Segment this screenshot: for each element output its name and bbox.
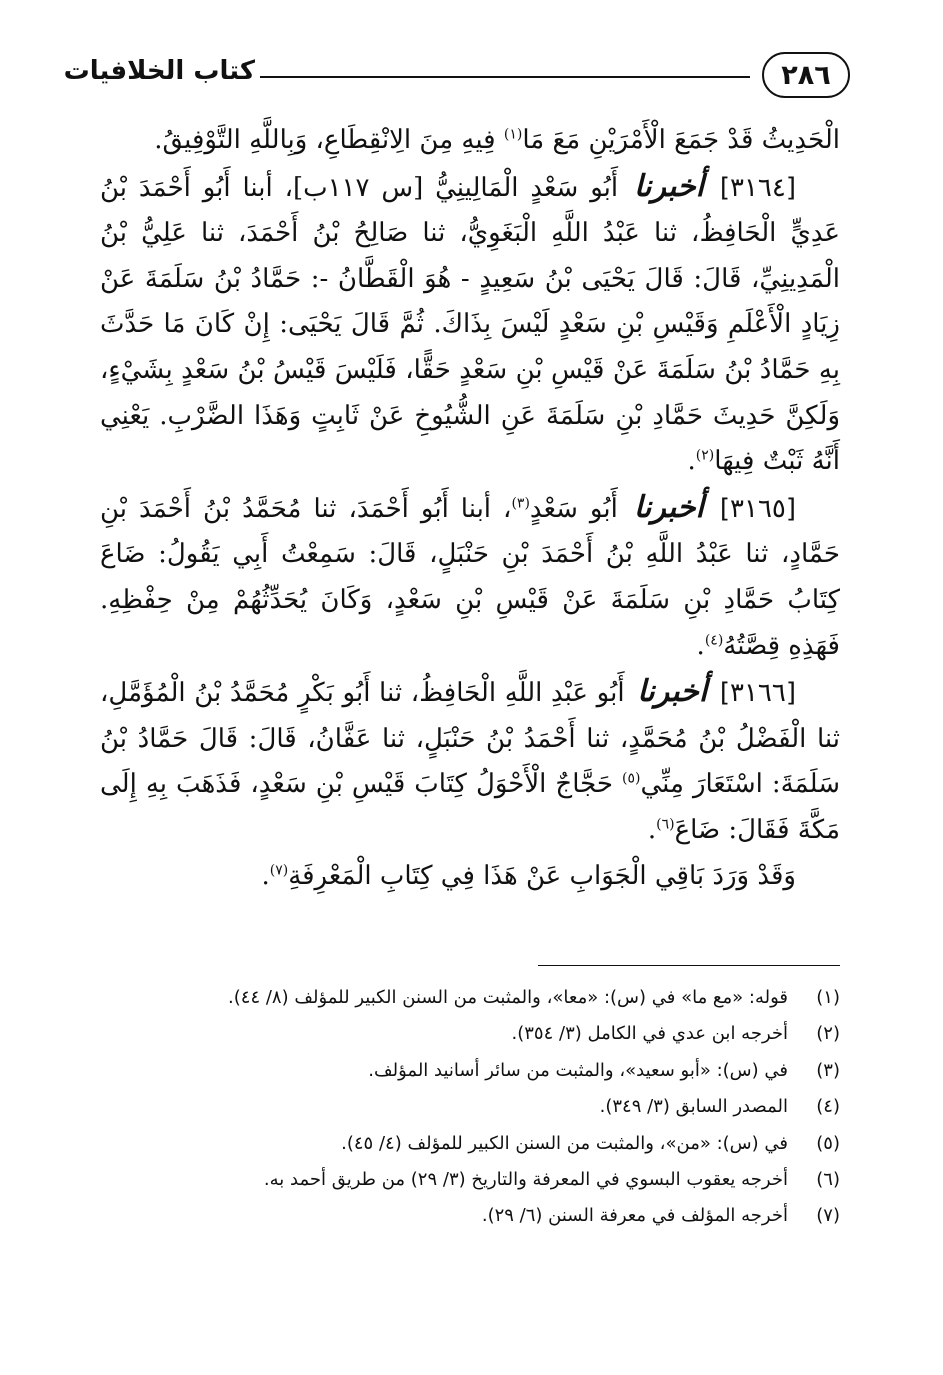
- paragraph-text: فِيهِ مِنَ الِانْقِطَاعِ، وَبِاللَّهِ التَّوْفِيقُ.: [154, 125, 504, 155]
- paragraph-end: .: [647, 814, 657, 845]
- footnote-text: في (س): «أبو سعيد»، والمثبت من سائر أسانيد المؤلف.: [368, 1059, 788, 1081]
- footnote-marker: (٤): [704, 631, 724, 648]
- paragraph-text: الْحَدِيثُ قَدْ جَمَعَ الْأَمْرَيْنِ مَعَ مَا: [522, 125, 840, 155]
- footnote-number: (٣): [816, 1059, 840, 1081]
- footnote-text: أخرجه المؤلف في معرفة السنن (٦/ ٢٩).: [481, 1205, 788, 1227]
- footnote-item: [100, 980, 840, 1016]
- paragraph-continuation: [100, 118, 840, 164]
- footnote-item: [100, 1126, 840, 1162]
- narration-lead: أخبرنا: [633, 168, 704, 204]
- footnote-item: [100, 1162, 840, 1198]
- page-number-badge: ٢٨٦: [762, 52, 850, 98]
- footnote-marker: (٥): [622, 770, 641, 787]
- footnote-item: [100, 1089, 840, 1125]
- paragraph-text: ، أبنا أَبُو أَحْمَدَ، ثنا مُحَمَّدُ بْنُ أَحْمَدَ بْنِ حَمَّادٍ، ثنا عَبْدُ اللَّهِ بْنُ أَحْمَدَ بْنِ حَنْبَلٍ، قَالَ: سَمِعْتُ أَبِي يَقُولُ: ضَاعَ كِتَابُ حَمَّادِ بْنِ سَلَمَةَ عَنْ قَيْسِ بْنِ سَعْدٍ، وَكَانَ يُحَدِّثُهُمْ مِنْ حِفْظِهِ. فَهَذِهِ قِصَّتُهُ: [100, 493, 840, 661]
- footnote-marker: (٣): [511, 495, 530, 512]
- footnote-marker: (٢): [695, 447, 715, 464]
- closing-paragraph: [100, 854, 840, 900]
- footnote-text: المصدر السابق (٣/ ٣٤٩).: [599, 1096, 788, 1118]
- footnote-number: (٦): [816, 1169, 840, 1191]
- footnote-item: [100, 1053, 840, 1089]
- hadith-number: [٣١٦٦]: [719, 678, 796, 709]
- footnote-text: قوله: «مع ما» في (س): «معا»، والمثبت من السنن الكبير للمؤلف (٨/ ٤٤).: [228, 987, 788, 1008]
- footnote-text: أخرجه يعقوب البسوي في المعرفة والتاريخ (٣/ ٢٩) من طريق أحمد به.: [263, 1169, 788, 1191]
- paragraph-end: .: [261, 860, 270, 891]
- footnote-item: [100, 1198, 840, 1234]
- paragraph-text: أَبُو عَبْدِ اللَّهِ الْحَافِظُ، ثنا أَبُو بَكْرٍ مُحَمَّدُ بْنُ الْمُؤَمَّلِ، ثنا الْفَضْلُ بْنُ مُحَمَّدٍ، ثنا أَحْمَدُ بْنُ حَنْبَلٍ، ثنا عَفَّانُ، قَالَ: قَالَ حَمَّادُ بْنُ سَلَمَةَ: اسْتَعَارَ مِنِّي: [100, 678, 840, 800]
- hadith-3164: [100, 164, 840, 485]
- paragraph-end: .: [687, 446, 696, 477]
- footnote-number: (٢): [816, 1023, 840, 1045]
- footnote-text: في (س): «من»، والمثبت من السنن الكبير للمؤلف (٤/ ٤٥).: [341, 1132, 788, 1154]
- paragraph-text: حَجَّاجٌ الْأَحْوَلُ كِتَابَ قَيْسِ بْنِ سَعْدٍ، فَذَهَبَ بِهِ إِلَى مَكَّةَ فَقَالَ: ضَاعَ: [100, 769, 840, 845]
- hadith-3166: [100, 669, 840, 853]
- footnote-number: (٥): [816, 1132, 840, 1154]
- narration-lead: أخبرنا: [633, 489, 704, 525]
- footnote-marker: (١): [503, 126, 523, 143]
- paragraph-text: وَقَدْ وَرَدَ بَاقِي الْجَوَابِ عَنْ هَذَا فِي كِتَابِ الْمَعْرِفَةِ: [288, 860, 796, 891]
- paragraph-end: .: [696, 630, 705, 661]
- footnote-item: [100, 1016, 840, 1052]
- footnote-number: (٤): [816, 1096, 840, 1118]
- narration-lead: أخبرنا: [637, 674, 708, 710]
- paragraph-text: أَبُو سَعْدٍ: [529, 493, 618, 524]
- hadith-3165: [100, 485, 840, 669]
- main-text: [100, 118, 840, 899]
- footnote-divider: [538, 965, 840, 966]
- footnote-marker: (٧): [269, 861, 289, 878]
- footnote-number: (١): [816, 987, 840, 1008]
- header-divider: [260, 76, 750, 78]
- footnote-number: (٧): [816, 1205, 840, 1227]
- footnotes: [100, 980, 840, 1235]
- footnote-marker: (٦): [656, 816, 675, 833]
- paragraph-text: أَبُو سَعْدٍ الْمَالِينِيُّ [س ١١٧ب]، أبنا أَبُو أَحْمَدَ بْنُ عَدِيٍّ الْحَافِظُ، ثنا عَبْدُ اللَّهِ الْبَغَوِيُّ، ثنا صَالِحُ بْنُ أَحْمَدَ، ثنا عَلِيُّ بْنُ الْمَدِينِيِّ، قَالَ: قَالَ يَحْيَى بْنُ سَعِيدٍ - هُوَ الْقَطَّانُ -: حَمَّادُ بْنُ سَلَمَةَ عَنْ زِيَادٍ الْأَعْلَمِ وَقَيْسِ بْنِ سَعْدٍ لَيْسَ بِذَاكَ. ثُمَّ قَالَ يَحْيَى: إِنْ كَانَ مَا حَدَّثَ بِهِ حَمَّادُ بْنُ سَلَمَةَ عَنْ قَيْسِ بْنِ سَعْدٍ حَقًّا، فَلَيْسَ قَيْسُ بْنُ سَعْدٍ بِشَيْءٍ، وَلَكِنَّ حَدِيثَ حَمَّادِ بْنِ سَلَمَةَ عَنِ الشُّيُوخِ عَنْ ثَابِتٍ وَهَذَا الضَّرْبِ. يَعْنِي أَنَّهُ ثَبْتٌ فِيهَا: [100, 172, 840, 477]
- hadith-number: [٣١٦٥]: [719, 493, 797, 524]
- book-title: كتاب الخلافيات: [63, 56, 255, 86]
- footnote-text: أخرجه ابن عدي في الكامل (٣/ ٣٥٤).: [511, 1023, 788, 1045]
- page-header: [63, 52, 850, 102]
- hadith-number: [٣١٦٤]: [719, 172, 796, 203]
